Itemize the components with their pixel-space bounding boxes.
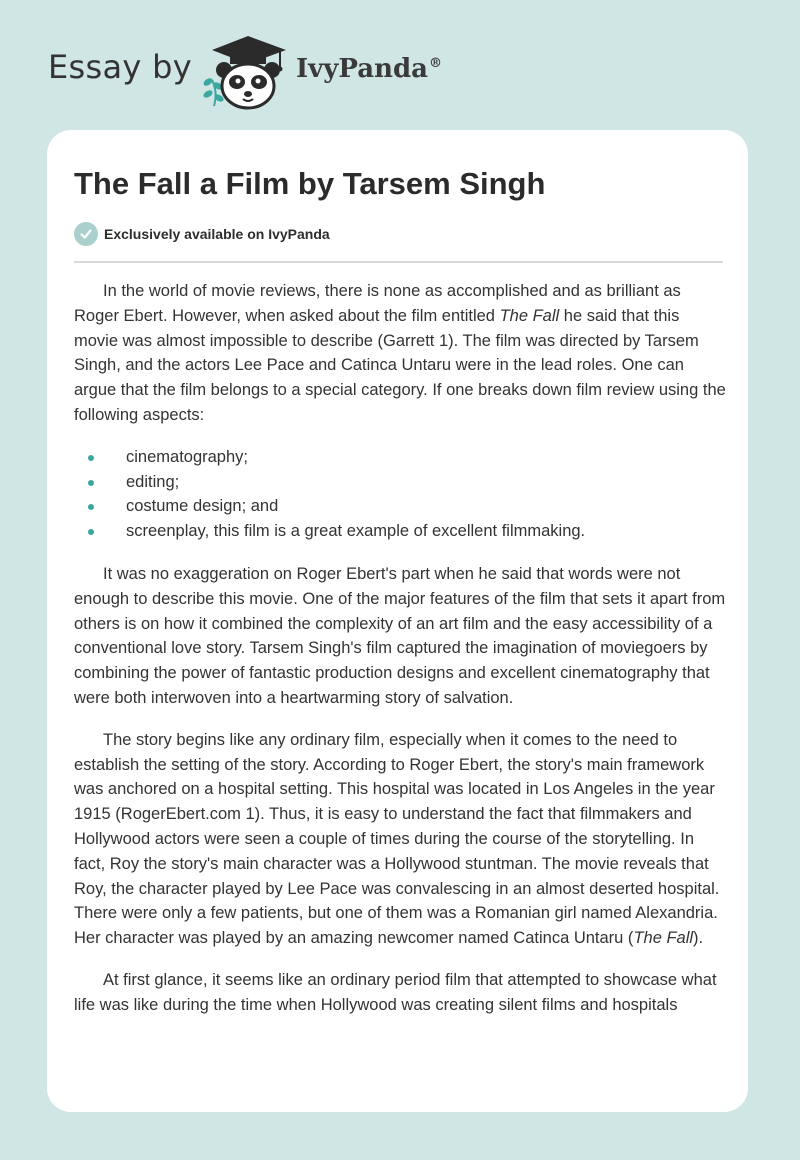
para3-text-end: ). <box>693 929 704 948</box>
aspects-list <box>74 445 726 544</box>
paragraph-intro <box>74 279 726 428</box>
list-item: cinematography; <box>74 445 726 470</box>
title-divider <box>74 261 723 263</box>
intro-text-end: he said that this movie was almost impossible to describe (Garrett 1). The film was directed by Tarsem Singh, and the actors Lee Pace and Catinca Untaru were in the lead roles. One can argue that the film belongs to a special category. If one breaks down film review using the following aspects: <box>74 306 726 424</box>
film-title-italic: The Fall <box>633 929 694 948</box>
article-card <box>47 130 748 1112</box>
para3-text-start: The story begins like any ordinary film, especially when it comes to the need to establish the setting of the story. According to Roger Ebert, the story's main framework was anchored on a hospital setting. This hospital was located in Los Angeles in the year 1915 (RogerEbert.com 1). Thus, it is easy to understand the fact that filmmakers and Hollywood actors were seen a couple of times during the course of the storytelling. In fact, Roy the story's main character was a Hollywood stuntman. The movie reveals that Roy, the character played by Lee Pace was convalescing in an almost deserted hospital. There were only a few patients, but one of them was a Romanian girl named Alexandria. Her character was played by an amazing newcomer named Catinca Untaru ( <box>74 730 720 948</box>
list-item: costume design; and <box>74 494 726 519</box>
film-title-italic: The Fall <box>499 306 560 325</box>
list-item: editing; <box>74 470 726 495</box>
exclusive-badge <box>74 221 330 247</box>
brand-name[interactable] <box>296 54 442 84</box>
paragraph-4: At first glance, it seems like an ordinary period film that attempted to showcase what life was like during the time when Hollywood was creating silent films and hospitals <box>74 970 717 1014</box>
paragraph-3 <box>74 728 726 951</box>
list-item: screenplay, this film is a great example of excellent filmmaking. <box>74 519 726 544</box>
paragraph-2: It was no exaggeration on Roger Ebert's part when he said that words were not enough to describe this movie. One of the major features of the film that sets it apart from others is on how it combined the complexity of an art film and the easy accessibility of a conventional love story. Tarsem Singh's film captured the imagination of moviegoers by combining the power of fantastic production designs and excellent cinematography that were both interwoven into a heartwarming story of salvation. <box>74 564 726 707</box>
intro-text-start: In the world of movie reviews, there is none as accomplished and as brilliant as Roger Ebert. However, when asked about the film entitled <box>74 282 681 325</box>
panda-logo-icon[interactable] <box>200 34 290 110</box>
essay-by-label: Essay by <box>48 48 192 86</box>
article-body <box>74 279 726 1035</box>
brand-text: IvyPanda <box>296 54 429 84</box>
exclusive-badge-label: Exclusively available on IvyPanda <box>104 226 330 242</box>
site-header <box>0 0 800 120</box>
article-title: The Fall a Film by Tarsem Singh <box>74 166 546 201</box>
check-icon <box>74 222 98 246</box>
registered-mark: ® <box>429 56 443 72</box>
content-fade-overlay <box>47 1042 748 1112</box>
